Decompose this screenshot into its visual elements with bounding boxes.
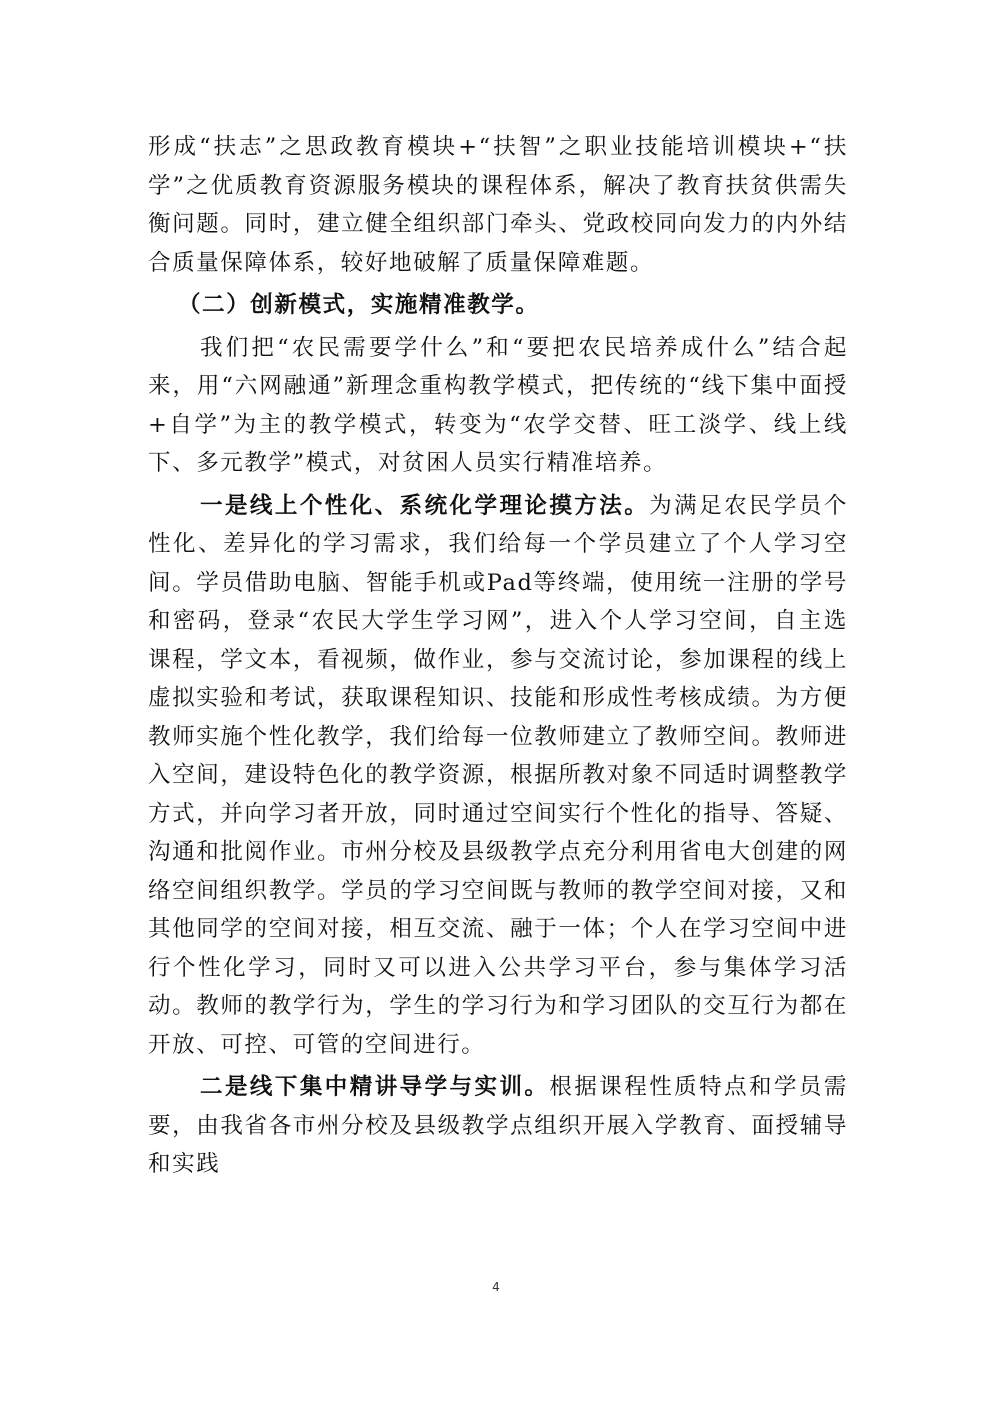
paragraph-course-system: 形成“扶志”之思政教育模块+“扶智”之职业技能培训模块+“扶学”之优质教育资源服务模块的课程体系，解决了教育扶贫供需失衡问题。同时，建立健全组织部门牵头、党政校同向发力的内外结合质量保障体系，较好地破解了质量保障难题。 [148, 134, 848, 276]
paragraph-teaching-mode: 我们把“农民需要学什么”和“要把农民培养成什么”结合起来，用“六网融通”新理念重构教学模式，把传统的“线下集中面授+自学”为主的教学模式，转变为“农学交替、旺工淡学、线上线下、多元教学”模式，对贫困人员实行精准培养。 [148, 334, 848, 476]
paragraph-lead-online: 一是线上个性化、系统化学理论摸方法。 [200, 492, 650, 519]
section-heading-innovation-mode: （二）创新模式，实施精准教学。 [178, 292, 540, 318]
paragraph-body-online: 为满足农民学员个性化、差异化的学习需求，我们给每一个学员建立了个人学习空间。学员借助电脑、智能手机或Pad等终端，使用统一注册的学号和密码，登录“农民大学生学习网”，进入个人学习空间，自主选课程，学文本，看视频，做作业，参与交流讨论，参加课程的线上虚拟实验和考试，获取课程知识、技能和形成性考核成绩。为方便教师实施个性化教学，我们给每一位教师建立了教师空间。教师进入空间，建设特色化的教学资源，根据所教对象不同适时调整教学方式，并向学习者开放，同时通过空间实行个性化的指导、答疑、沟通和批阅作业。市州分校及县级教学点充分利用省电大创建的网络空间组织教学。学员的学习空间既与教师的教学空间对接，又和其他同学的空间对接，相互交流、融于一体；个人在学习空间中进行个性化学习，同时又可以进入公共学习平台，参与集体学习活动。教师的教学行为，学生的学习行为和学习团队的交互行为都在开放、可控、可管的空间进行。 [148, 492, 848, 1058]
paragraph-offline-training [148, 1068, 848, 1184]
document-body [148, 128, 848, 1184]
paragraph-online-learning [148, 487, 848, 1065]
page-number: 4 [492, 1280, 500, 1294]
paragraph-lead-offline: 二是线下集中精讲导学与实训。 [200, 1074, 550, 1100]
paragraph-body-offline: 根据课程性质特点和学员需要，由我省各市州分校及县级教学点组织开展入学教育、面授辅导和实践 [148, 1074, 849, 1177]
